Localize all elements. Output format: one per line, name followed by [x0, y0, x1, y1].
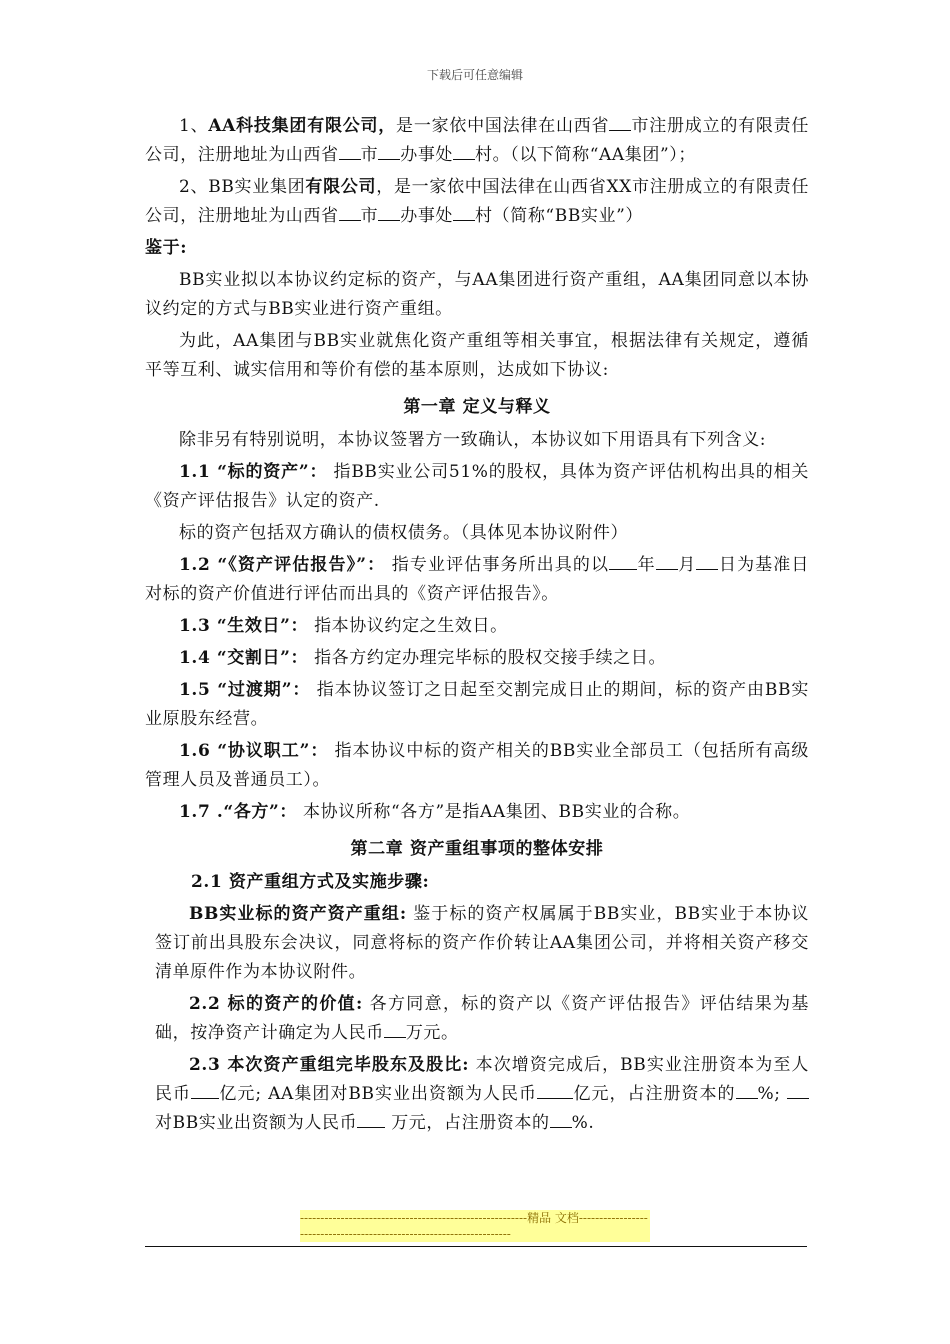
page-header: 下载后可任意编辑 — [426, 68, 523, 82]
definition-text: 指本协议签订之日起至交割完成日止的期间，标的资产由BB实业原股东经营。 — [145, 680, 809, 729]
footer-watermark-note: --------------------------------------------------------精品 文档--------------------------------------------------------------------- — [300, 1210, 650, 1242]
blank-field — [191, 1080, 219, 1099]
section-2-1-a — [145, 900, 809, 987]
definition-text: 本协议所称“各方”是指AA集团、BB实业的合称。 — [303, 802, 691, 822]
party-2-name: 有限公司 — [305, 177, 377, 197]
definition-text: 指本协议中标的资产相关的BB实业全部员工（包括所有高级管理人员及普通员工）。 — [145, 741, 810, 790]
definition-label: 1.4 “交割日”： — [179, 648, 309, 668]
party-2-paragraph — [145, 173, 809, 231]
definition-text: 指BB实业公司51%的股权，具体为资产评估机构出具的相关《资产评估报告》认定的资产. — [145, 462, 809, 511]
section-2-1-title: 2.1 资产重组方式及实施步骤: — [191, 872, 430, 892]
section-text: 对BB实业出资额为人民币 — [155, 1113, 358, 1133]
bottom-divider — [145, 1246, 807, 1247]
section-text: 亿元，占注册资本的 — [573, 1084, 736, 1104]
section-2-2 — [145, 990, 809, 1048]
party-1-text: 市注册成立的有限责任公司，注册地址为山西省 — [145, 116, 809, 165]
definition-1-7 — [145, 798, 809, 827]
definition-1-1 — [145, 458, 809, 516]
section-text: 各方同意，标的资产以《资产评估报告》评估结果为基础，按净资产计确定为人民币 — [155, 994, 809, 1043]
definition-text: 指本协议约定之生效日。 — [314, 616, 508, 636]
blank-field — [787, 1080, 809, 1099]
blank-field — [378, 202, 400, 221]
blank-field — [357, 1109, 385, 1128]
section-text: 鉴于标的资产权属属于BB实业，BB实业于本协议签订前出具股东会决议，同意将标的资产作价转让AA集团公司，并将相关资产移交清单原件作为本协议附件。 — [155, 904, 809, 982]
party-2-text: 村（简称“BB实业”） — [475, 206, 643, 226]
blank-field — [656, 551, 678, 570]
definition-1-5 — [145, 676, 809, 734]
party-1-paragraph — [145, 112, 809, 170]
blank-field — [453, 202, 475, 221]
blank-field — [378, 141, 400, 160]
definition-text: 月 — [677, 555, 697, 575]
definition-text: 年 — [637, 555, 656, 575]
blank-field — [696, 551, 718, 570]
party-2-text: 市 — [360, 206, 379, 226]
section-label: 2.2 标的资产的价值: — [189, 994, 363, 1014]
definition-1-1-note: 标的资产包括双方确认的债权债务。（具体见本协议附件） — [179, 523, 629, 543]
section-label: BB实业标的资产资产重组: — [189, 904, 407, 924]
chapter-1-title: 第一章 定义与释义 — [403, 397, 551, 417]
blank-field — [736, 1080, 758, 1099]
whereas-paragraph-1: BB实业拟以本协议约定标的资产，与AA集团进行资产重组，AA集团同意以本协议约定的方式与BB实业进行资产重组。 — [145, 270, 809, 319]
definition-label: 1.7 .“各方”： — [179, 802, 297, 822]
blank-field — [384, 1019, 406, 1038]
party-1-text: 办事处 — [400, 145, 454, 165]
section-2-3 — [145, 1051, 809, 1138]
section-text: %; — [757, 1084, 788, 1104]
section-text: 万元，占注册资本的 — [385, 1113, 550, 1133]
definition-label: 1.6 “协议职工”： — [179, 741, 329, 761]
blank-field — [609, 112, 631, 131]
blank-field — [609, 551, 637, 570]
definition-1-6 — [145, 737, 809, 795]
blank-field — [339, 141, 361, 160]
definition-1-4 — [145, 644, 809, 673]
section-text: 万元。 — [405, 1023, 459, 1043]
chapter-1-intro: 除非另有特别说明，本协议签署方一致确认，本协议如下用语具有下列含义: — [179, 430, 767, 450]
chapter-2-title: 第二章 资产重组事项的整体安排 — [350, 839, 604, 859]
party-2-text: ，是一家依中国法律在山西省XX市注册成立的有限责任公司，注册地址为山西省 — [145, 177, 809, 226]
party-1-text: 是一家依中国法律在山西省 — [396, 116, 610, 136]
section-label: 2.3 本次资产重组完毕股东及股比: — [189, 1055, 470, 1075]
blank-field — [550, 1109, 572, 1128]
section-text: %. — [571, 1113, 595, 1133]
definition-label: 1.5 “过渡期”： — [179, 680, 311, 700]
definition-1-3 — [145, 612, 809, 641]
definition-text: 指专业评估事务所出具的以 — [391, 555, 610, 575]
whereas-label: 鉴于: — [145, 238, 188, 258]
section-text: 亿元; AA集团对BB实业出资额为人民币 — [219, 1084, 538, 1104]
definition-label: 1.1 “标的资产”： — [179, 462, 328, 482]
party-2-prefix: 2、BB实业集团 — [179, 177, 306, 197]
blank-field — [453, 141, 475, 160]
party-1-prefix: 1、 — [179, 116, 209, 136]
section-text: 本次增资完成后，BB实业注册资本为至人民币 — [155, 1055, 809, 1104]
definition-text: 指各方约定办理完毕标的股权交接手续之日。 — [314, 648, 667, 668]
blank-field — [537, 1080, 573, 1099]
party-1-text: 市 — [360, 145, 379, 165]
definition-text: 日为基准日对标的资产价值进行评估而出具的《资产评估报告》。 — [145, 555, 810, 604]
whereas-paragraph-2: 为此，AA集团与BB实业就焦化资产重组等相关事宜，根据法律有关规定，遵循平等互利、诚实信用和等价有偿的基本原则，达成如下协议: — [145, 331, 809, 380]
document-body — [145, 112, 809, 1141]
definition-1-2 — [145, 551, 809, 609]
definition-label: 1.2 “《资产评估报告》”： — [179, 555, 386, 575]
party-2-text: 办事处 — [400, 206, 454, 226]
party-1-name: AA科技集团有限公司， — [208, 116, 397, 136]
definition-label: 1.3 “生效日”： — [179, 616, 309, 636]
party-1-text: 村。（以下简称“AA集团”）； — [475, 145, 696, 165]
blank-field — [339, 202, 361, 221]
